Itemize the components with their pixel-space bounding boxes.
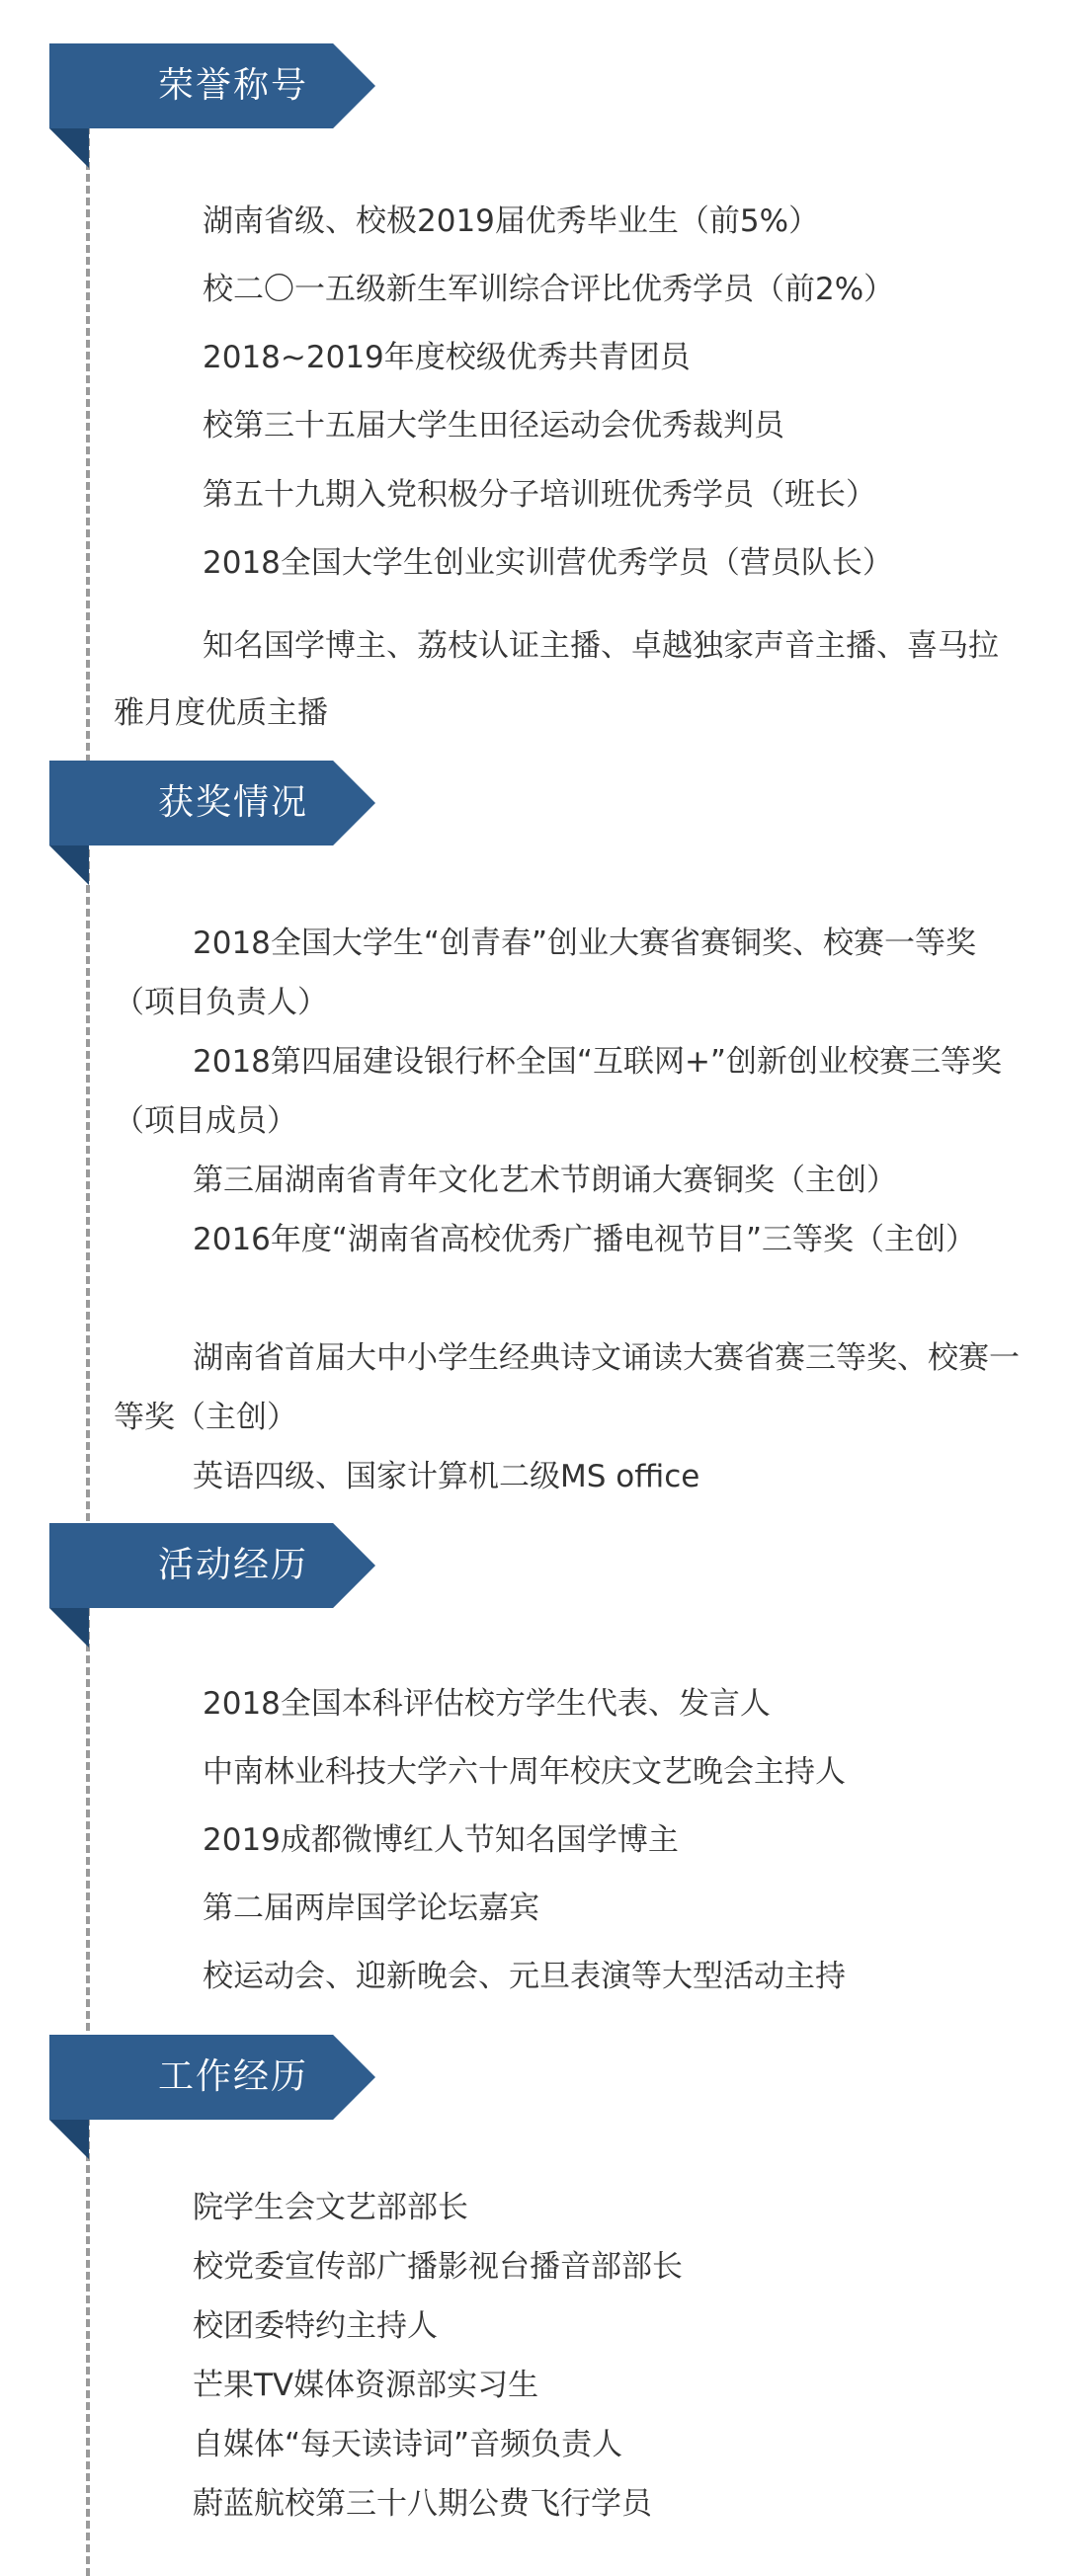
- list-item: 2018第四届建设银行杯全国“互联网+”创新创业校赛三等奖（项目成员）: [114, 1044, 1002, 1139]
- list-item: 校团委特约主持人: [193, 2308, 438, 2344]
- banner-fold: [49, 2120, 89, 2159]
- timeline-dashed-line: [86, 126, 90, 2576]
- list-item: 2018全国大学生创业实训营优秀学员（营员队长）: [203, 545, 893, 581]
- list-item: 中南林业科技大学六十周年校庆文艺晚会主持人: [203, 1754, 846, 1790]
- banner-fold: [49, 1608, 89, 1648]
- list-item: 英语四级、国家计算机二级MS office: [193, 1459, 700, 1494]
- list-item: 校运动会、迎新晚会、元旦表演等大型活动主持: [203, 1959, 846, 1994]
- list-item: 第三届湖南省青年文化艺术节朗诵大赛铜奖（主创）: [193, 1163, 897, 1198]
- list-item: 蔚蓝航校第三十八期公费飞行学员: [193, 2486, 652, 2522]
- list-item: 2019成都微博红人节知名国学博主: [203, 1822, 679, 1858]
- list-item: 第二届两岸国学论坛嘉宾: [203, 1891, 539, 1926]
- section-title: 获奖情况: [158, 782, 309, 823]
- list-item: 2018全国本科评估校方学生代表、发言人: [203, 1686, 771, 1722]
- section-title: 荣誉称号: [158, 65, 309, 106]
- list-item: 2018全国大学生“创青春”创业大赛省赛铜奖、校赛一等奖（项目负责人）: [114, 926, 977, 1020]
- list-item: 芒果TV媒体资源部实习生: [193, 2368, 539, 2403]
- banner-fold: [49, 845, 89, 885]
- banner-fold: [49, 128, 89, 168]
- list-item: 校党委宣传部广播影视台播音部部长: [193, 2249, 683, 2285]
- list-item: 2018~2019年度校级优秀共青团员: [203, 340, 691, 375]
- list-item: 校二〇一五级新生军训综合评比优秀学员（前2%）: [203, 272, 895, 307]
- list-item: 自媒体“每天读诗词”音频负责人: [193, 2427, 623, 2462]
- list-item: 院学生会文艺部部长: [193, 2190, 468, 2225]
- list-item: 第五十九期入党积极分子培训班优秀学员（班长）: [203, 477, 876, 513]
- list-item: 湖南省首届大中小学生经典诗文诵读大赛省赛三等奖、校赛一等奖（主创）: [114, 1340, 1020, 1435]
- list-item: 知名国学博主、荔枝认证主播、卓越独家声音主播、喜马拉雅月度优质主播: [114, 628, 999, 731]
- list-item: 2016年度“湖南省高校优秀广播电视节目”三等奖（主创）: [193, 1222, 977, 1257]
- list-item: 湖南省级、校极2019届优秀毕业生（前5%）: [203, 203, 820, 239]
- section-title: 活动经历: [158, 1545, 309, 1585]
- section-title: 工作经历: [158, 2056, 309, 2097]
- list-item: 校第三十五届大学生田径运动会优秀裁判员: [203, 408, 784, 443]
